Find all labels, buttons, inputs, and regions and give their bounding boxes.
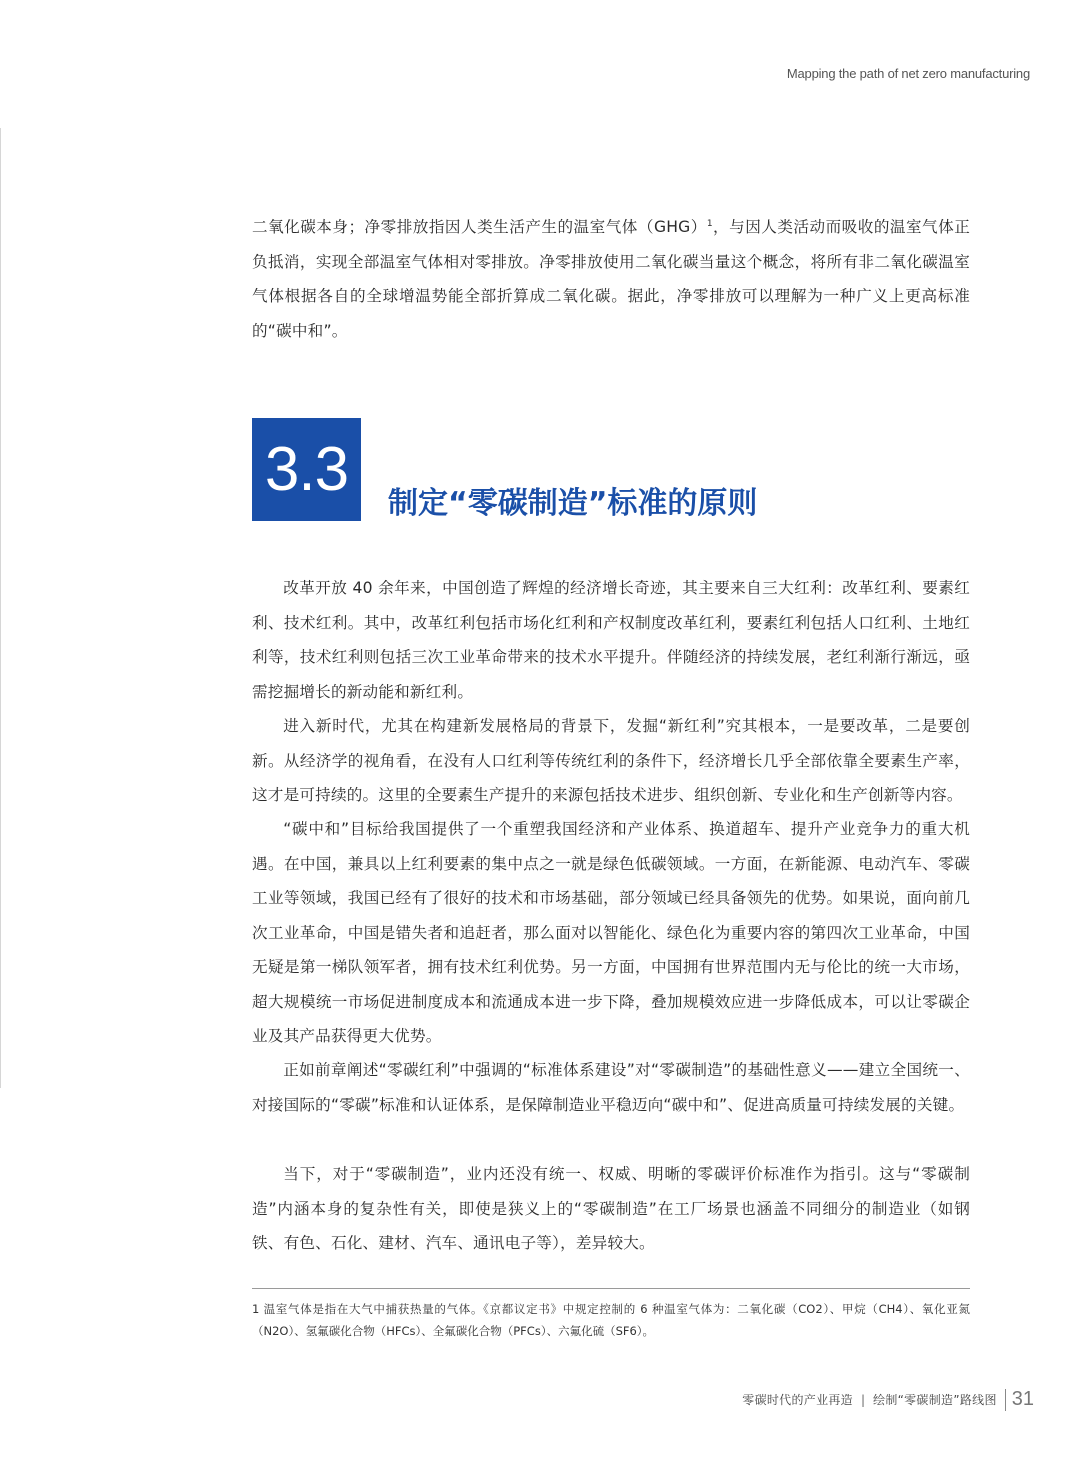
footnote: 1 温室气体是指在大气中捕获热量的气体。《京都议定书》中规定控制的 6 种温室气体为：二氧化碳（CO2）、甲烷（CH4）、氧化亚氮（N2O）、氢氟碳化合物（HFCs）、全氟碳化合物（PFCs）、六氟化硫（SF6）。 (252, 1302, 970, 1338)
margin-rule (0, 128, 1, 1088)
footer-book-title: 零碳时代的产业再造 (742, 1393, 853, 1407)
paragraph: 改革开放 40 余年来，中国创造了辉煌的经济增长奇迹，其主要来自三大红利：改革红利、要素红利、技术红利。其中，改革红利包括市场化红利和产权制度改革红利，要素红利包括人口红利、土地红利等，技术红利则包括三次工业革命带来的技术水平提升。伴随经济的持续发展，老红利渐行渐远，亟需挖掘增长的新动能和新红利。 (252, 579, 970, 701)
section-number-badge: 3.3 (252, 418, 361, 521)
paragraph-text: ，与因人类活动而吸收的温室气体正负抵消，实现全部温室气体相对零排放。净零排放使用二氧化碳当量这个概念，将所有非二氧化碳温室气体根据各自的全球增温势能全部折算成二氧化碳。据此，净零排放可以理解为一种广义上更高标准的“碳中和”。 (252, 218, 970, 340)
page-number: 31 (1011, 1388, 1034, 1410)
paragraph-text: 二氧化碳本身；净零排放指因人类生活产生的温室气体（GHG） (252, 218, 707, 236)
section-title: 制定“零碳制造”标准的原则 (388, 486, 758, 521)
paragraph: 当下，对于“零碳制造”，业内还没有统一、权威、明晰的零碳评价标准作为指引。这与“零碳制造”内涵本身的复杂性有关，即使是狭义上的“零碳制造”在工厂场景也涵盖不同细分的制造业（如钢铁、有色、石化、建材、汽车、通讯电子等），差异较大。 (252, 1165, 970, 1252)
running-header: Mapping the path of net zero manufacturing (786, 66, 1030, 81)
footnote-marker: 1 (706, 218, 713, 229)
footer-chapter-title: 绘制“零碳制造”路线图 (873, 1393, 997, 1407)
footer-divider (1005, 1389, 1006, 1411)
page-footer (742, 1388, 1034, 1411)
paragraph: “碳中和”目标给我国提供了一个重塑我国经济和产业体系、换道超车、提升产业竞争力的重大机遇。在中国，兼具以上红利要素的集中点之一就是绿色低碳领域。一方面，在新能源、电动汽车、零碳工业等领域，我国已经有了很好的技术和市场基础，部分领域已经具备领先的优势。如果说，面向前几次工业革命，中国是错失者和追赶者，那么面对以智能化、绿色化为重要内容的第四次工业革命，中国无疑是第一梯队领军者，拥有技术红利优势。另一方面，中国拥有世界范围内无与伦比的统一大市场，超大规模统一市场促进制度成本和流通成本进一步下降，叠加规模效应进一步降低成本，可以让零碳企业及其产品获得更大优势。 (252, 820, 970, 1045)
paragraph-continued (252, 210, 970, 348)
footer-separator: | (860, 1392, 866, 1407)
paragraph: 进入新时代，尤其在构建新发展格局的背景下，发掘“新红利”究其根本，一是要改革，二是要创新。从经济学的视角看，在没有人口红利等传统红利的条件下，经济增长几乎全部依靠全要素生产率，这才是可持续的。这里的全要素生产提升的来源包括技术进步、组织创新、专业化和生产创新等内容。 (252, 717, 970, 804)
footnote-divider (252, 1288, 970, 1289)
paragraph: 正如前章阐述“零碳红利”中强调的“标准体系建设”对“零碳制造”的基础性意义——建立全国统一、对接国际的“零碳”标准和认证体系，是保障制造业平稳迈向“碳中和”、促进高质量可持续发展的关键。 (252, 1061, 970, 1114)
